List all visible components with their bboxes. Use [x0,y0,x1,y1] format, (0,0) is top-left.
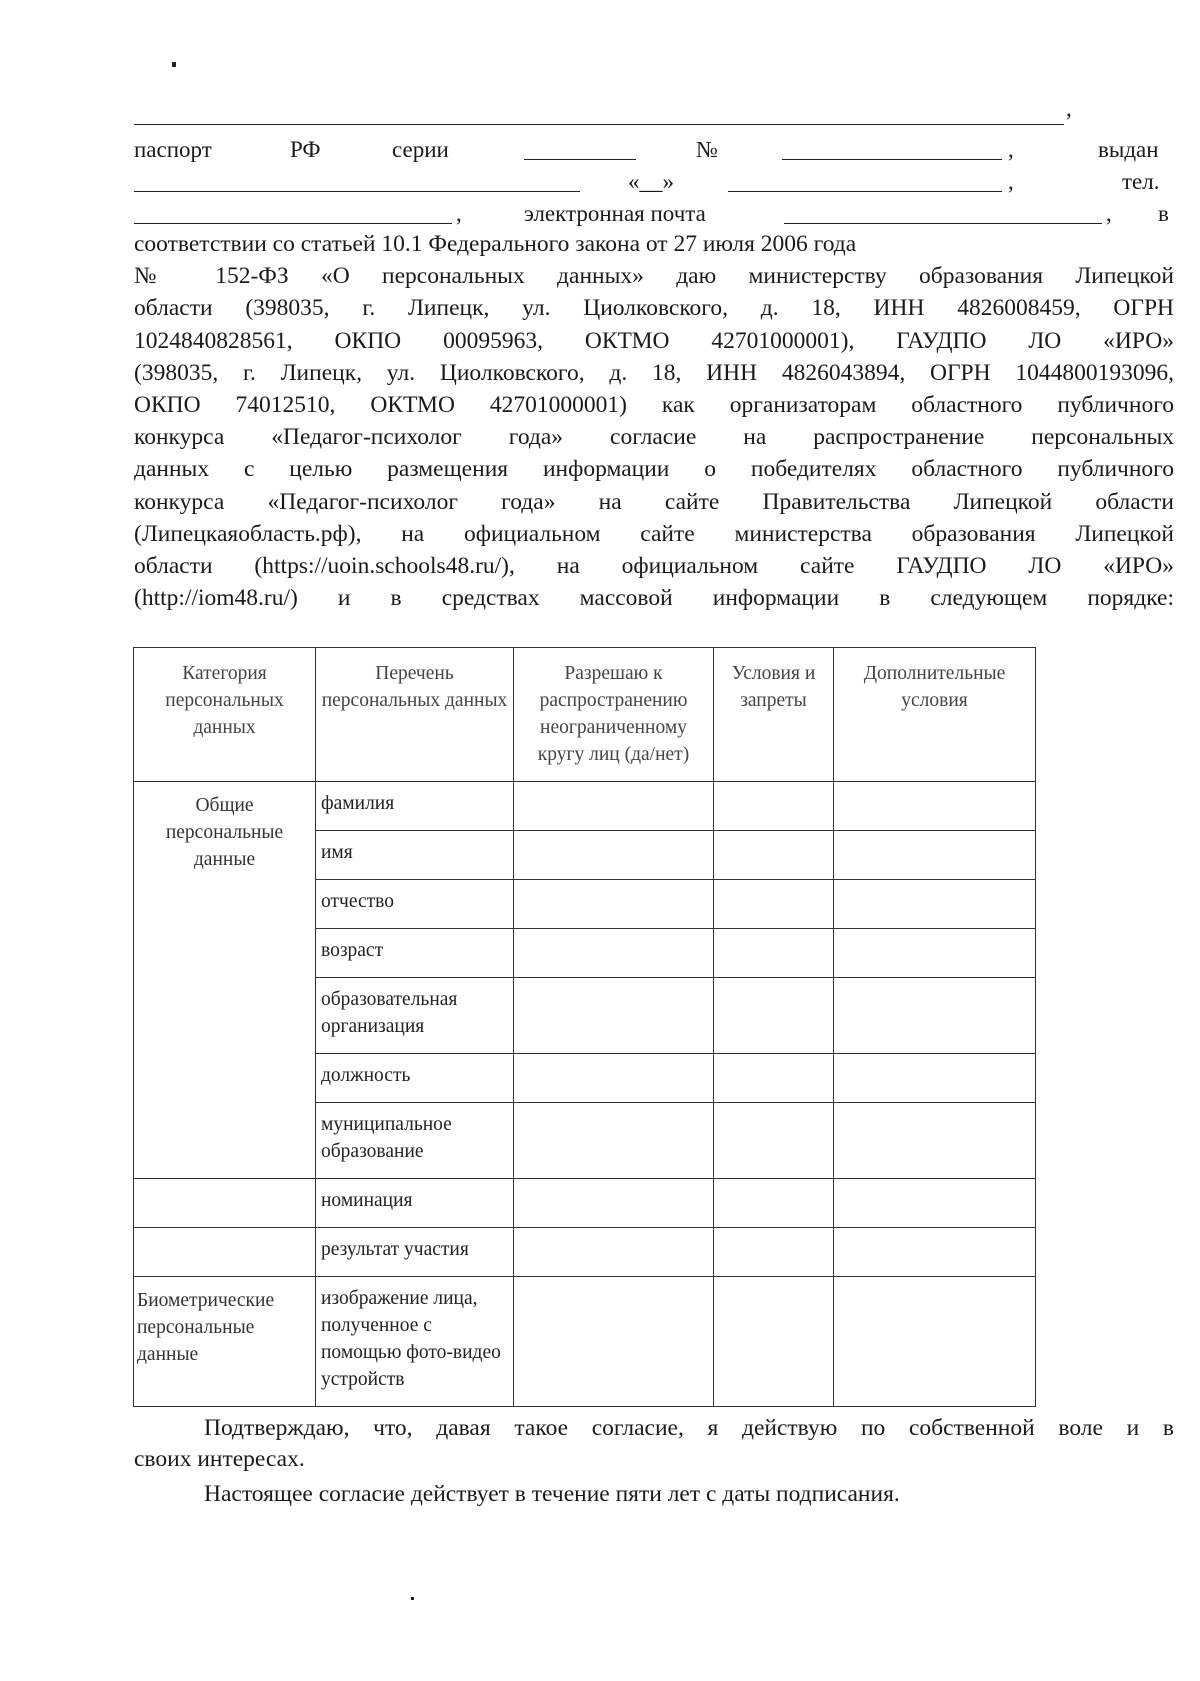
additional-cell[interactable] [834,782,1036,831]
paragraph-line: ОКПО 74012510, ОКТМО 42701000001) как организаторам областного публичного [134,391,1174,418]
table-row [134,1277,1036,1407]
item-cell: изображение лица, полученное с помощью фото-видео устройств [316,1277,514,1407]
header-row-3 [134,167,1174,197]
email-comma: , [1106,201,1112,226]
additional-cell[interactable] [834,1054,1036,1103]
additional-cell[interactable] [834,831,1036,880]
additional-cell[interactable] [834,1103,1036,1179]
permission-cell[interactable] [514,978,714,1054]
conditions-cell[interactable] [714,929,834,978]
header-row-2 [134,135,1174,165]
table-row [134,1228,1036,1277]
permission-cell[interactable] [514,880,714,929]
paragraph-line: области (398035, г. Липецк, ул. Циолковского, д. 18, ИНН 4826008459, ОГРН [134,295,1174,322]
additional-cell[interactable] [834,1179,1036,1228]
header-row-4 [134,199,1174,229]
number-label: № [696,137,718,162]
confirm-line: Подтверждаю, что, давая такое согласие, я действую по собственной воле и в [204,1415,1174,1441]
conditions-cell[interactable] [714,880,834,929]
paragraph-line: (398035, г. Липецк, ул. Циолковского, д. 18, ИНН 4826043894, ОГРН 1044800193096, [134,359,1174,386]
conditions-cell[interactable] [714,831,834,880]
header-category: Категория персональных данных [134,648,316,782]
permission-cell[interactable] [514,1103,714,1179]
empty-category-cell [134,1179,316,1228]
item-cell: фамилия [316,782,514,831]
table-row [134,1179,1036,1228]
conditions-cell[interactable] [714,1054,834,1103]
phone-blank[interactable] [134,223,452,224]
conditions-cell[interactable] [714,1277,834,1407]
additional-cell[interactable] [834,978,1036,1054]
paragraph-line: конкурса «Педагог-психолог года» согласие на распространение персональных [134,424,1174,451]
issued-by-blank[interactable] [134,191,580,192]
permission-cell[interactable] [514,1228,714,1277]
paragraph-line: (Липецкаяобласть.рф), на официальном сайте министерства образования Липецкой [134,520,1174,547]
scan-speck [172,62,176,67]
paragraph-line: области (https://uoin.schools48.ru/), на официальном сайте ГАУДПО ЛО «ИРО» [134,552,1174,579]
scan-speck [411,1597,414,1600]
full-name-blank[interactable] [134,124,1064,125]
issue-date-blank[interactable] [728,191,1002,192]
passport-comma: , [1008,137,1014,162]
conditions-cell[interactable] [714,1228,834,1277]
email-blank[interactable] [784,223,1102,224]
additional-cell[interactable] [834,1277,1036,1407]
permission-cell[interactable] [514,929,714,978]
item-cell: должность [316,1054,514,1103]
permission-cell[interactable] [514,1054,714,1103]
rf-label: РФ [290,137,321,162]
paragraph-line: данных с целью размещения информации о победителях областного публичного [134,456,1174,483]
personal-data-table [133,647,1036,1407]
header-permission: Разрешаю к распространению неограниченному кругу лиц (да/нет) [514,648,714,782]
date-comma: , [1008,169,1014,194]
permission-cell[interactable] [514,782,714,831]
item-cell: результат участия [316,1228,514,1277]
header-row-1 [134,96,1174,130]
header-list: Перечень персональных данных [316,648,514,782]
item-cell: образовательная организация [316,978,514,1054]
paragraph-line: соответствии со статьей 10.1 Федерального закона от 27 июля 2006 года [134,231,857,257]
additional-cell[interactable] [834,1228,1036,1277]
permission-cell[interactable] [514,1179,714,1228]
additional-cell[interactable] [834,929,1036,978]
phone-comma: , [456,201,462,226]
series-label: серии [392,137,449,162]
paragraph-line: № 152-ФЗ «О персональных данных» даю министерству образования Липецкой [134,263,1174,290]
conditions-cell[interactable] [714,1103,834,1179]
email-label: электронная почта [524,201,706,226]
validity-line: Настоящее согласие действует в течение пяти лет с даты подписания. [204,1481,900,1507]
empty-category-cell [134,1228,316,1277]
header-additional: Дополнительные условия [834,648,1036,782]
series-blank[interactable] [524,159,636,160]
passport-label: паспорт [134,137,212,162]
conditions-cell[interactable] [714,978,834,1054]
conditions-cell[interactable] [714,782,834,831]
biometric-category-cell: Биометрические персональные данные [134,1277,316,1407]
paragraph-line: (http://iom48.ru/) и в средствах массовой информации в следующем порядке: [134,585,1174,612]
item-cell: муниципальное образование [316,1103,514,1179]
permission-cell[interactable] [514,831,714,880]
item-cell: возраст [316,929,514,978]
date-day-quotes[interactable]: «__» [628,169,674,194]
tel-label: тел. [1122,169,1160,194]
permission-cell[interactable] [514,1277,714,1407]
consent-paragraph [134,228,1174,614]
item-cell: номинация [316,1179,514,1228]
conditions-cell[interactable] [714,1179,834,1228]
item-cell: отчество [316,880,514,929]
general-category-cell: Общие персональные данные [134,782,316,1179]
confirm-line: своих интересах. [134,1446,305,1472]
row1-comma: , [1066,96,1072,121]
table-row [134,782,1036,831]
passport-number-blank[interactable] [782,159,1002,160]
closing-statements [134,1413,1174,1510]
additional-cell[interactable] [834,880,1036,929]
v-word: в [1158,201,1169,226]
issued-label: выдан [1098,137,1159,162]
paragraph-line: конкурса «Педагог-психолог года» на сайте Правительства Липецкой области [134,488,1174,515]
item-cell: имя [316,831,514,880]
table-header-row [134,648,1036,782]
paragraph-line: 1024840828561, ОКПО 00095963, ОКТМО 42701000001), ГАУДПО ЛО «ИРО» [134,327,1174,354]
header-conditions: Условия и запреты [714,648,834,782]
